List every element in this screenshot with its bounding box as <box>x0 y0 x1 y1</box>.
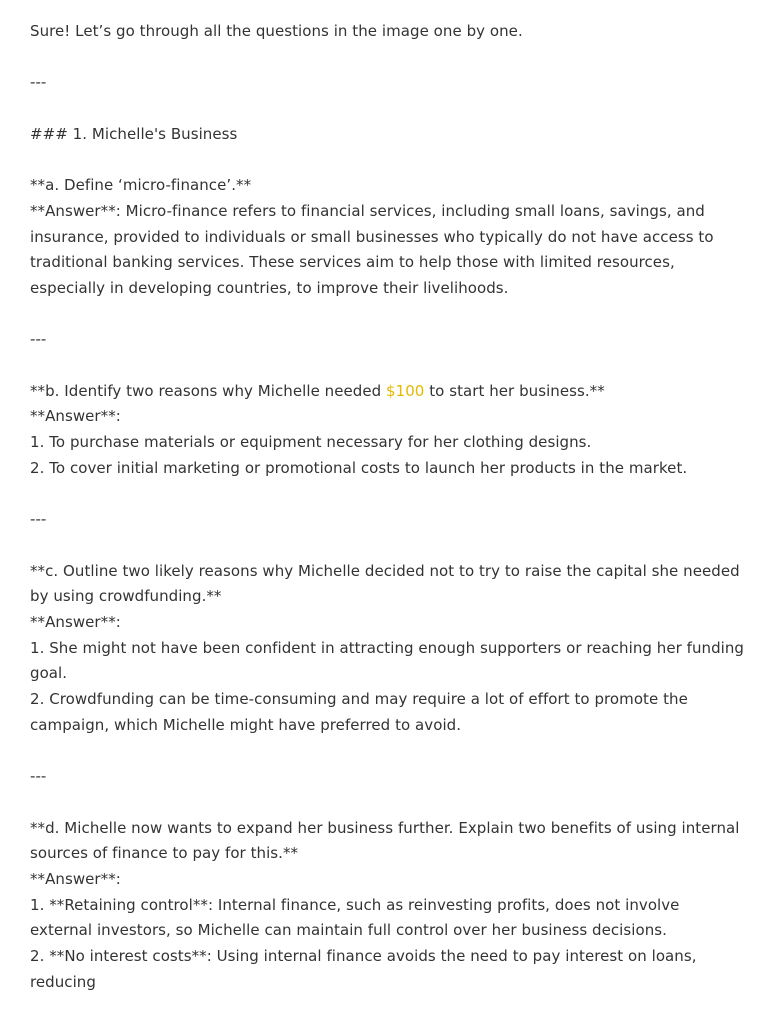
blank-line <box>30 45 746 71</box>
question-d: **d. Michelle now wants to expand her business further. Explain two benefits of using internal sources of finance to pay for this.** <box>30 818 745 863</box>
question-b <box>30 379 746 405</box>
answer-d-point-2: 2. **No interest costs**: Using internal finance avoids the need to pay interest on loans, reducing <box>30 947 702 991</box>
section-heading: ### 1. Michelle's Business <box>30 124 238 143</box>
question-b-text: to start her business.** <box>424 381 605 400</box>
answer-c-point-1: 1. She might not have been confident in attracting enough supporters or reaching her funding goal. <box>30 638 749 683</box>
blank-line <box>30 739 746 765</box>
answer-a: **Answer**: Micro-finance refers to financial services, including small loans, savings, and insurance, provided to individuals or small businesses who typically do not have access to traditional banking services. These services aim to help those with limited resources, especially in developing countries, to improve their livelihoods. <box>30 201 719 297</box>
blank-line <box>30 790 746 816</box>
separator: --- <box>30 510 47 529</box>
price-highlight: $100 <box>386 381 425 400</box>
blank-line <box>30 482 746 508</box>
answer-label-c: **Answer**: <box>30 613 121 632</box>
answer-c-point-2: 2. Crowdfunding can be time-consuming and may require a lot of effort to promote the campaign, which Michelle might have preferred to avoid. <box>30 690 693 734</box>
answer-b-point-1: 1. To purchase materials or equipment necessary for her clothing designs. <box>30 433 592 452</box>
separator: --- <box>30 73 47 92</box>
question-b-text: **b. Identify two reasons why Michelle needed <box>30 381 387 400</box>
answer-label-d: **Answer**: <box>30 870 121 889</box>
blank-line <box>30 353 746 379</box>
blank-line <box>30 533 746 559</box>
answer-b-point-2: 2. To cover initial marketing or promotional costs to launch her products in the market. <box>30 458 688 477</box>
question-a: **a. Define ‘micro-finance’.** <box>30 176 252 195</box>
intro-text: Sure! Let’s go through all the questions in the image one by one. <box>30 22 523 40</box>
answer-d-point-1: 1. **Retaining control**: Internal finance, such as reinvesting profits, does not involve external investors, so Michelle can maintain full control over her business decisions. <box>30 895 685 940</box>
chat-response <box>30 19 749 996</box>
question-c: **c. Outline two likely reasons why Michelle decided not to try to raise the capital she needed by using crowdfunding.** <box>30 561 745 606</box>
separator: --- <box>30 767 47 786</box>
blank-line <box>30 302 746 328</box>
separator: --- <box>30 330 47 349</box>
blank-line <box>30 147 746 173</box>
blank-line <box>30 96 746 122</box>
answer-label-b: **Answer**: <box>30 407 121 426</box>
